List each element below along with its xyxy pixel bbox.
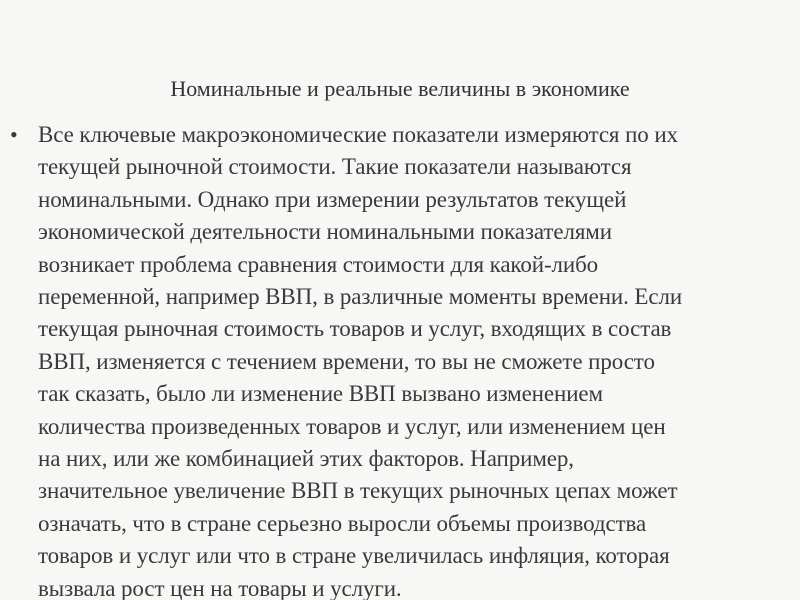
slide-title: Номинальные и реальные величины в экономике xyxy=(170,76,630,101)
bullet-marker: • xyxy=(10,122,18,147)
bullet-list xyxy=(10,119,790,600)
bullet-item xyxy=(10,119,790,600)
bullet-paragraph: Все ключевые макроэкономические показатели измеряются по их текущей рыночной стоимости. Такие показатели называются номинальными. Однако при измерении результатов текущей экономической деятельности номинальными показателями возникает проблема сравнения стоимости для какой-либо переменной, например ВВП, в различные моменты времени. Если текущая рыночная стоимость товаров и услуг, входящих в состав ВВП, изменяется с течением времени, то вы не сможете просто так сказать, было ли изменение ВВП вызвано изменением количества произведенных товаров и услуг, или изменением цен на них, или же комбинацией этих факторов. Например, значительное увеличение ВВП в текущих рыночных цепах может означать, что в стране серьезно выросли объемы производства товаров и услуг или что в стране увеличилась инфляция, которая вызвала рост цен на товары и услуги. xyxy=(38,122,683,600)
